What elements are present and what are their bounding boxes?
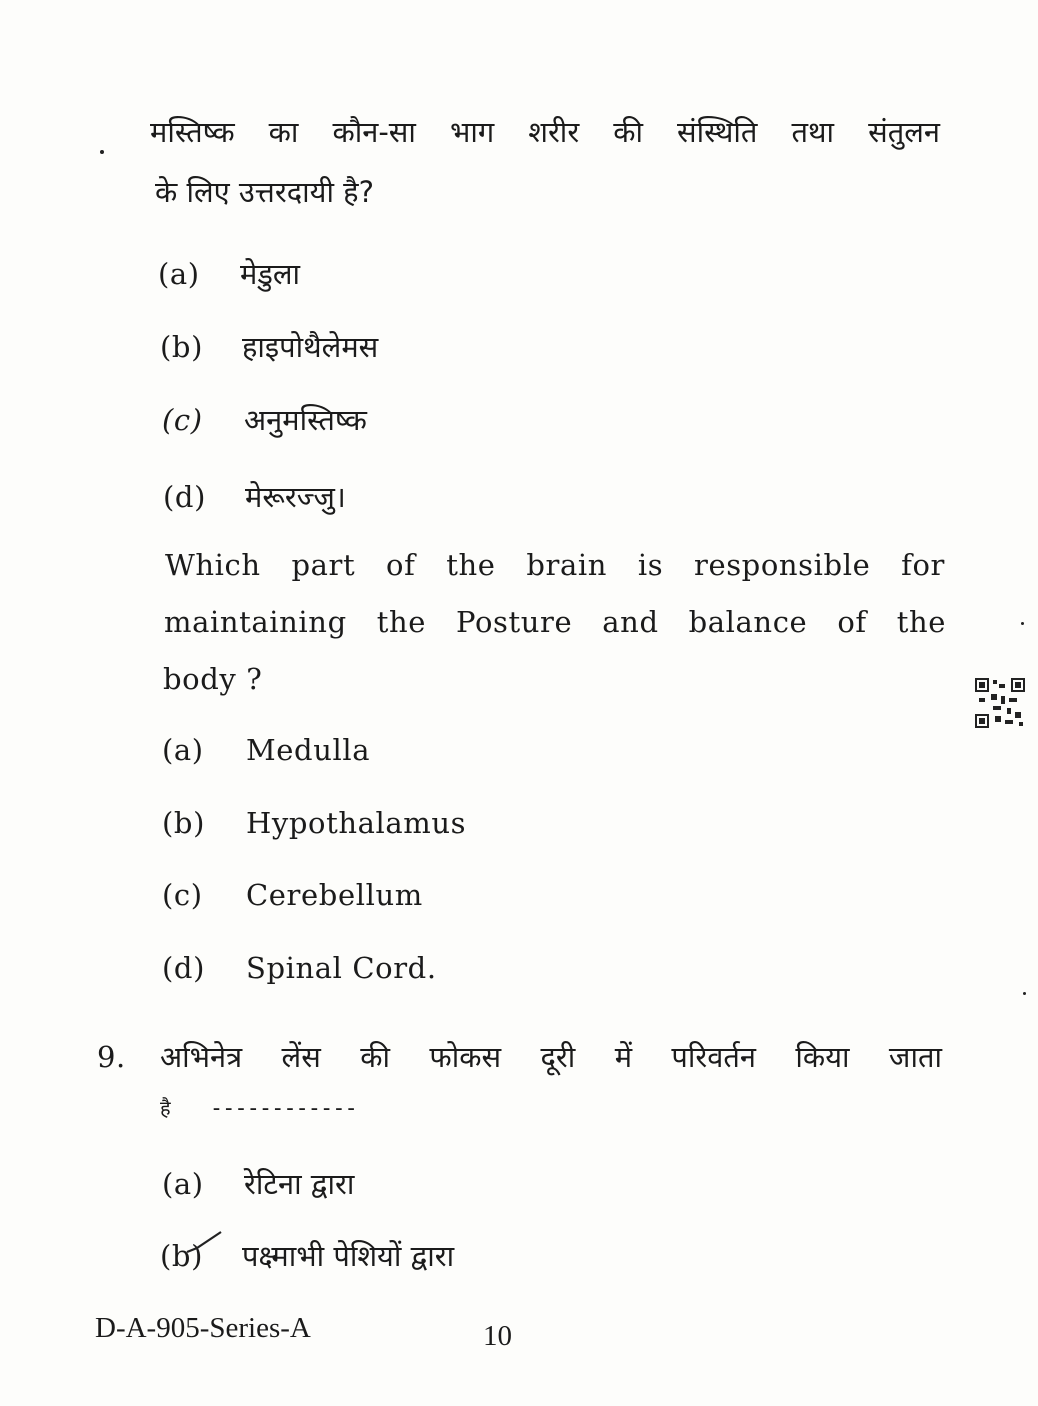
q9-blank: ------------ — [209, 1096, 357, 1121]
option-text: Spinal Cord. — [246, 951, 437, 985]
option-text: अनुमस्तिष्क — [244, 403, 367, 437]
q8-english-stem-line2: maintaining the Posture and balance of the — [164, 605, 946, 639]
q8-english-option-c — [162, 878, 423, 912]
q9-hindi-stem-line2 — [160, 1088, 357, 1122]
option-label: (a) — [162, 1167, 204, 1201]
q8-hindi-stem-line2: के लिए उत्तरदायी है? — [155, 175, 374, 209]
option-label: (a) — [158, 257, 200, 291]
q9-hindi-stem-line1: अभिनेत्र लेंस की फोकस दूरी में परिवर्तन किया जाता — [160, 1040, 942, 1074]
scan-dot — [100, 150, 104, 154]
q8-hindi-option-a — [158, 254, 300, 293]
scan-dot — [1023, 992, 1026, 995]
option-label: (c) — [162, 403, 203, 437]
q8-hindi-option-d — [163, 477, 346, 516]
option-text: Cerebellum — [246, 878, 423, 912]
q9-number: 9. — [97, 1040, 126, 1074]
q8-english-stem-line3: body ? — [163, 662, 263, 696]
q9-stem-end: है — [160, 1096, 171, 1120]
check-mark-icon — [185, 1228, 225, 1258]
q8-english-stem-line1: Which part of the brain is responsible for — [165, 548, 945, 582]
option-text: Medulla — [246, 733, 371, 767]
scan-dot — [1021, 622, 1024, 625]
option-text: मेरूरज्जु। — [245, 480, 346, 514]
page-number: 10 — [483, 1320, 512, 1352]
option-text: हाइपोथैलेमस — [242, 330, 379, 364]
option-label: (d) — [162, 951, 205, 985]
option-label: (c) — [162, 878, 203, 912]
q9-hindi-option-a — [162, 1164, 354, 1203]
q8-english-option-d — [162, 951, 437, 985]
option-text: पक्ष्माभी पेशियों द्वारा — [242, 1239, 455, 1273]
option-text: Hypothalamus — [246, 806, 467, 840]
qr-code-icon — [975, 678, 1025, 728]
q8-english-option-a — [162, 733, 370, 767]
option-text: मेडुला — [240, 257, 301, 291]
q8-hindi-option-c — [162, 400, 367, 439]
option-label: (d) — [163, 480, 206, 514]
option-label: (b) — [160, 1239, 203, 1273]
option-text: रेटिना द्वारा — [244, 1167, 355, 1201]
q8-hindi-option-b — [160, 327, 378, 366]
option-label: (a) — [162, 733, 204, 767]
option-label: (b) — [160, 330, 203, 364]
paper-code: D-A-905-Series-A — [95, 1312, 311, 1344]
q8-english-option-b — [162, 806, 466, 840]
q8-hindi-stem-line1: मस्तिष्क का कौन-सा भाग शरीर की संस्थिति तथा संतुलन — [150, 115, 940, 149]
option-label: (b) — [162, 806, 205, 840]
